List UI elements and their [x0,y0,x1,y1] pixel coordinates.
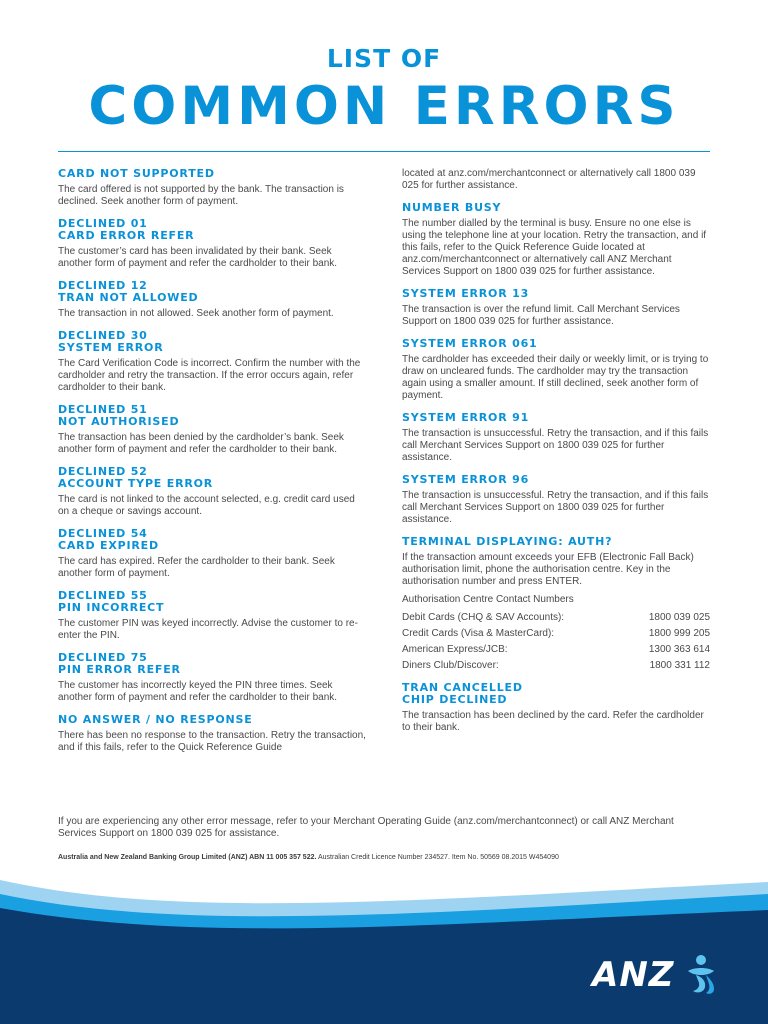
error-heading: TRAN CANCELLED CHIP DECLINED [402,681,523,706]
error-description: The card has expired. Refer the cardholder to their bank. Seek another form of payment. [58,556,335,579]
error-heading: SYSTEM ERROR 061 [402,337,538,350]
error-declined-51 [58,404,368,456]
error-heading: DECLINED 55 PIN INCORRECT [58,589,165,614]
error-declined-01 [58,218,368,270]
error-description: The customer PIN was keyed incorrectly. Advise the customer to re-enter the PIN. [58,618,358,641]
error-heading: DECLINED 12 TRAN NOT ALLOWED [58,279,199,304]
error-declined-75 [58,652,368,704]
error-declined-12 [58,280,368,320]
contact-number: 1800 039 025 [648,612,710,623]
error-heading: SYSTEM ERROR 96 [402,473,530,486]
error-number-busy [402,202,712,278]
contact-label: American Express/JCB: [402,644,508,655]
continued-text [402,168,712,192]
error-heading: NO ANSWER / NO RESPONSE [58,713,253,726]
error-description: The transaction has been declined by the card. Refer the cardholder to their bank. [402,710,704,733]
footer-wave [0,860,768,1024]
error-heading: DECLINED 51 NOT AUTHORISED [58,403,180,428]
title-line-1: LIST OF [326,44,442,73]
contact-number: 1800 331 112 [649,660,710,671]
error-tran-cancelled [402,682,712,734]
error-description-continued: located at anz.com/merchantconnect or alternatively call 1800 039 025 for further assistance. [402,168,696,191]
left-column [58,168,368,764]
error-system-91 [402,412,712,464]
contact-number: 1800 999 205 [648,628,710,639]
error-heading: NUMBER BUSY [402,201,502,214]
error-description: The card offered is not supported by the bank. The transaction is declined. Seek another form of payment. [58,184,344,207]
title-line-2: COMMON ERRORS [88,76,680,137]
logo-wordmark: ANZ [592,955,675,995]
error-description: The customer has incorrectly keyed the PIN three times. Seek another form of payment and refer the cardholder to their bank. [58,680,338,703]
contact-row [402,612,712,624]
legal-details: Australian Credit Licence Number 234527. Item No. 50569 08.2015 W454090 [316,854,559,861]
contact-row [402,628,712,640]
error-declined-55 [58,590,368,642]
error-no-answer [58,714,368,754]
right-column [402,168,712,744]
error-description: The card is not linked to the account selected, e.g. credit card used on a cheque or savings account. [58,494,355,517]
error-heading: DECLINED 54 CARD EXPIRED [58,527,159,552]
error-description: The transaction is unsuccessful. Retry the transaction, and if this fails call Merchant Services Support on 1800 039 025 for further assistance. [402,428,709,463]
error-description: The transaction in not allowed. Seek another form of payment. [58,308,334,319]
error-heading: CARD NOT SUPPORTED [58,167,215,180]
error-heading: DECLINED 75 PIN ERROR REFER [58,651,181,676]
error-system-13 [402,288,712,328]
error-description: The cardholder has exceeded their daily or weekly limit, or is trying to draw on uncleared funds. The cardholder may try the transaction again using a smaller amount. If still declined, seek another form of payment. [402,354,709,401]
error-heading: DECLINED 52 ACCOUNT TYPE ERROR [58,465,214,490]
contact-row [402,660,712,672]
error-card-not-supported [58,168,368,208]
error-system-061 [402,338,712,402]
error-description: The number dialled by the terminal is busy. Ensure no one else is using the telephone line at your location. Retry the transaction, and if this fails, refer to the Quick Reference Guide located at anz.com/merchantconnect or alternatively call ANZ Merchant Services Support on 1800 039 025 for further assistance. [402,218,707,277]
error-declined-52 [58,466,368,518]
error-heading: DECLINED 01 CARD ERROR REFER [58,217,195,242]
contact-label: Credit Cards (Visa & MasterCard): [402,628,555,639]
error-heading: SYSTEM ERROR 13 [402,287,530,300]
error-declined-30 [58,330,368,394]
contact-label: Diners Club/Discover: [402,660,499,671]
error-description: If the transaction amount exceeds your EFB (Electronic Fall Back) authorisation limit, phone the authorisation centre. Key in the authorisation number and press ENTER. [402,552,694,587]
contact-row [402,644,712,656]
contact-list [402,594,712,672]
error-description: The transaction is unsuccessful. Retry the transaction, and if this fails call Merchant Services Support on 1800 039 025 for further assistance. [402,490,709,525]
error-terminal-auth [402,536,712,672]
error-system-96 [402,474,712,526]
contact-number: 1300 363 614 [648,644,710,655]
people-icon [676,953,726,997]
error-description: The transaction has been denied by the cardholder’s bank. Seek another form of payment and refer the cardholder to their bank. [58,432,344,455]
error-declined-54 [58,528,368,580]
error-description: The customer’s card has been invalidated by their bank. Seek another form of payment and refer the cardholder to their bank. [58,246,338,269]
error-description: There has been no response to the transaction. Retry the transaction, and if this fails, refer to the Quick Reference Guide [58,730,366,753]
title-divider [58,151,710,152]
error-description: The transaction is over the refund limit. Call Merchant Services Support on 1800 039 025 for further assistance. [402,304,680,327]
error-heading: SYSTEM ERROR 91 [402,411,530,424]
footer-note: If you are experiencing any other error message, refer to your Merchant Operating Guide (anz.com/merchantconnect) or call ANZ Merchant Services Support on 1800 039 025 for assistance. [58,816,674,839]
anz-logo [592,955,726,995]
legal-company: Australia and New Zealand Banking Group Limited (ANZ) ABN 11 005 357 522. [58,854,317,861]
error-heading: DECLINED 30 SYSTEM ERROR [58,329,164,354]
contacts-title: Authorisation Centre Contact Numbers [402,594,574,605]
error-description: The Card Verification Code is incorrect. Confirm the number with the cardholder and retry the transaction. If the error occurs again, refer cardholder to their bank. [58,358,361,393]
error-heading: TERMINAL DISPLAYING: AUTH? [402,535,613,548]
contact-label: Debit Cards (CHQ & SAV Accounts): [402,612,565,623]
